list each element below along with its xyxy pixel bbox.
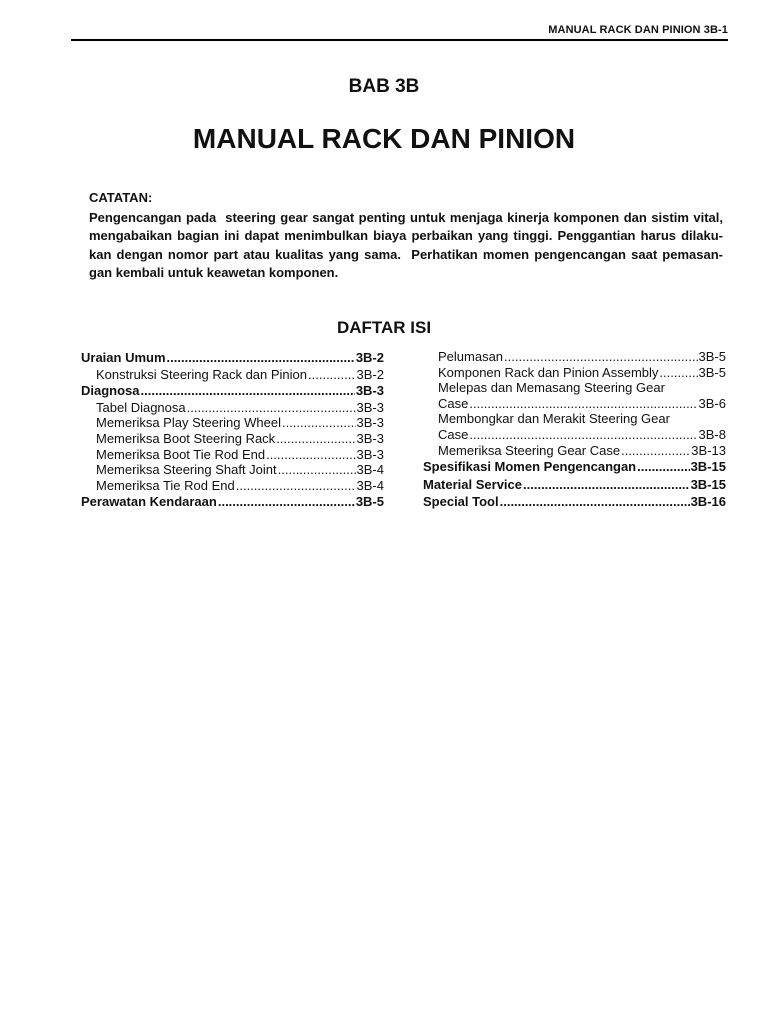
toc-entry-page: 3B-2 — [356, 366, 384, 382]
toc-entry-label: Tabel Diagnosa — [96, 399, 186, 415]
toc-entry-label-line1[interactable]: Melepas dan Memasang Steering Gear — [438, 380, 665, 396]
toc-entry[interactable] — [81, 493, 384, 511]
toc-entry[interactable] — [423, 365, 726, 381]
toc-entry[interactable] — [81, 478, 384, 494]
toc-column-left — [81, 349, 384, 511]
toc-entry[interactable] — [81, 400, 384, 416]
toc-entry[interactable] — [423, 493, 726, 511]
toc-entry[interactable] — [81, 349, 384, 367]
toc-entry-page: 3B-5 — [698, 364, 726, 380]
toc-entry-label: Case — [438, 395, 469, 411]
toc-entry-page: 3B-15 — [690, 459, 726, 475]
toc-entry-label: Spesifikasi Momen Pengencangan — [423, 459, 637, 475]
toc-entry[interactable] — [423, 476, 726, 494]
toc-entry[interactable] — [81, 382, 384, 400]
note-label: CATATAN: — [89, 190, 153, 205]
toc-entry-label: Memeriksa Boot Tie Rod End — [96, 446, 266, 462]
toc-entry-page: 3B-16 — [690, 494, 726, 510]
toc-entry-page: 3B-5 — [698, 349, 726, 364]
toc-entry-page: 3B-8 — [698, 426, 726, 442]
toc-entry-label: Memeriksa Play Steering Wheel — [96, 415, 281, 431]
toc-entry[interactable] — [423, 349, 726, 365]
toc-title: DAFTAR ISI — [336, 318, 432, 337]
header-rule — [71, 39, 728, 41]
toc-entry-label: Uraian Umum — [81, 350, 166, 365]
toc-entry-label: Material Service — [423, 476, 523, 492]
toc-entry-page: 3B-3 — [356, 430, 384, 446]
toc-entry-label: Diagnosa — [81, 383, 140, 399]
toc-entry-page: 3B-2 — [355, 350, 384, 365]
page-title: MANUAL RACK DAN PINION — [192, 123, 576, 154]
toc-entry-label: Memeriksa Steering Gear Case — [438, 442, 621, 458]
toc-entry[interactable] — [81, 431, 384, 447]
toc-entry-label: Pelumasan — [438, 349, 504, 364]
toc-entry-label: Special Tool — [423, 494, 499, 510]
toc-entry-label: Memeriksa Tie Rod End — [96, 477, 235, 493]
toc-entry-label: Memeriksa Boot Steering Rack — [96, 430, 276, 446]
note-body — [89, 209, 723, 283]
toc-entry-page: 3B-3 — [355, 383, 384, 399]
toc-entry-page: 3B-3 — [356, 415, 384, 431]
toc-entry[interactable] — [81, 415, 384, 431]
toc-entry[interactable] — [81, 447, 384, 463]
toc-entry-label: Perawatan Kendaraan — [81, 494, 217, 510]
toc-entry[interactable] — [81, 367, 384, 383]
toc-entry-page: 3B-13 — [691, 442, 726, 458]
toc-entry-label: Memeriksa Steering Shaft Joint — [96, 462, 277, 478]
toc-entry-label: Konstruksi Steering Rack dan Pinion — [96, 366, 308, 382]
note-line: mengabaikan bagian ini dapat menimbulkan biaya perbaikan yang tinggi. Penggantian harus dilaku- — [89, 228, 723, 244]
toc-entry-page: 3B-5 — [355, 494, 384, 510]
toc-entry[interactable] — [81, 462, 384, 478]
toc-entry-page: 3B-4 — [356, 477, 384, 493]
toc-column-right — [423, 349, 726, 511]
running-header: MANUAL RACK DAN PINION 3B-1 — [548, 24, 728, 36]
toc-entry-label-line1[interactable]: Membongkar dan Merakit Steering Gear — [438, 411, 670, 427]
note-line: Pengencangan pada steering gear sangat penting untuk menjaga kinerja komponen dan sistim vital, — [89, 210, 723, 225]
note-line: kan dengan nomor part atau kualitas yang sama. Perhatikan momen pengencangan saat pemasan- — [89, 246, 723, 262]
toc-entry-label: Komponen Rack dan Pinion Assembly — [438, 364, 659, 380]
chapter-number: BAB 3B — [348, 76, 420, 97]
toc-entry[interactable] — [423, 396, 726, 412]
toc-entry-page: 3B-4 — [356, 462, 384, 478]
toc-entry-label: Case — [438, 426, 469, 442]
toc-entry[interactable] — [423, 458, 726, 476]
toc-entry[interactable] — [423, 443, 726, 459]
toc-entry-page: 3B-6 — [698, 395, 726, 411]
toc-entry[interactable] — [423, 427, 726, 443]
toc-entry-page: 3B-3 — [356, 399, 384, 415]
note-line: gan kembali untuk keawetan komponen. — [89, 265, 339, 281]
toc-entry-page: 3B-3 — [356, 446, 384, 462]
toc-entry-page: 3B-15 — [690, 476, 726, 492]
